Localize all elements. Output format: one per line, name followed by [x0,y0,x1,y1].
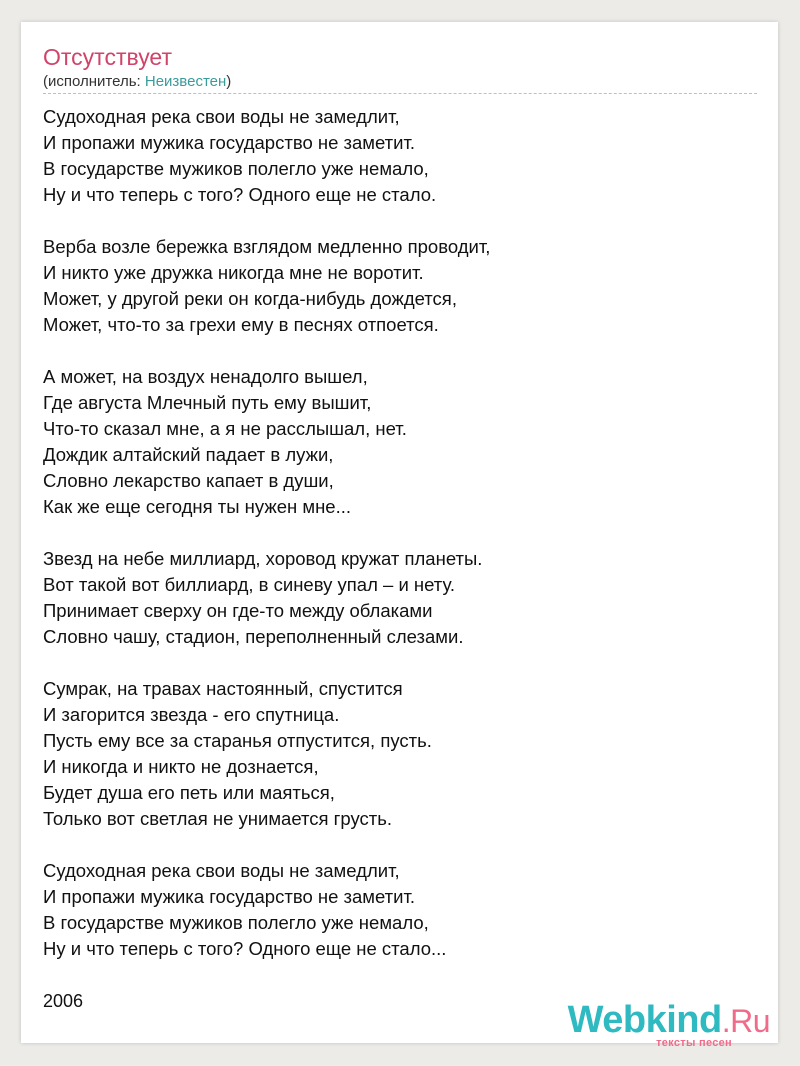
lyrics-stanza [43,676,490,832]
lyrics [43,104,490,962]
lyric-line: Словно чашу, стадион, переполненный слезами. [43,626,464,647]
lyric-line: В государстве мужиков полегло уже немало, [43,158,429,179]
lyric-line: В государстве мужиков полегло уже немало, [43,912,429,933]
lyrics-stanza [43,546,490,650]
lyric-line: Ну и что теперь с того? Одного еще не стало. [43,184,437,205]
logo-brand: Webkind [567,999,722,1041]
lyric-line: Вот такой вот биллиард, в синеву упал – и нету. [43,574,456,595]
lyric-line: Звезд на небе миллиард, хоровод кружат планеты. [43,548,483,569]
lyric-line: Только вот светлая не унимается грусть. [43,808,393,829]
lyric-line: Судоходная река свои воды не замедлит, [43,860,400,881]
lyric-line: Где августа Млечный путь ему вышит, [43,392,372,413]
logo-tld: .Ru [721,1003,770,1039]
artist-suffix: ) [226,73,232,90]
lyrics-stanza [43,104,490,208]
lyric-line: Ну и что теперь с того? Одного еще не стало... [43,938,447,959]
song-title: Отсутствует [43,44,172,70]
lyric-line: Может, что-то за грехи ему в песнях отпоется. [43,314,439,335]
song-year: 2006 [43,991,84,1011]
lyric-line: Может, у другой реки он когда-нибудь дождется, [43,288,457,309]
lyric-line: Судоходная река свои воды не замедлит, [43,106,400,127]
lyric-line: Сумрак, на травах настоянный, спустится [43,678,403,699]
lyrics-stanza [43,858,490,962]
lyric-line: Что-то сказал мне, а я не расслышал, нет. [43,418,407,439]
artist-link[interactable]: Неизвестен [144,73,227,90]
lyric-line: И пропажи мужика государство не заметит. [43,132,416,153]
lyrics-stanza [43,234,490,338]
lyric-line: Принимает сверху он где-то между облаками [43,600,433,621]
site-logo[interactable] [568,1000,770,1049]
lyric-line: Дождик алтайский падает в лужи, [43,444,334,465]
lyric-line: Пусть ему все за старанья отпустится, пусть. [43,730,432,751]
lyric-line: Верба возле бережка взглядом медленно проводит, [43,236,491,257]
lyric-line: А может, на воздух ненадолго вышел, [43,366,368,387]
lyric-line: И загорится звезда - его спутница. [43,704,340,725]
lyric-line: И пропажи мужика государство не заметит. [43,886,416,907]
artist-prefix: (исполнитель: [43,73,145,90]
title-divider [43,93,757,94]
lyric-line: И никто уже дружка никогда мне не воротит. [43,262,424,283]
lyrics-stanza [43,364,490,520]
lyric-line: Словно лекарство капает в души, [43,470,334,491]
lyric-line: Будет душа его петь или маяться, [43,782,335,803]
lyric-line: Как же еще сегодня ты нужен мне... [43,496,352,517]
logo-tagline: тексты песен [656,1037,732,1049]
logo-wordmark [568,1000,770,1041]
artist-line [43,72,231,92]
lyric-line: И никогда и никто не дознается, [43,756,319,777]
